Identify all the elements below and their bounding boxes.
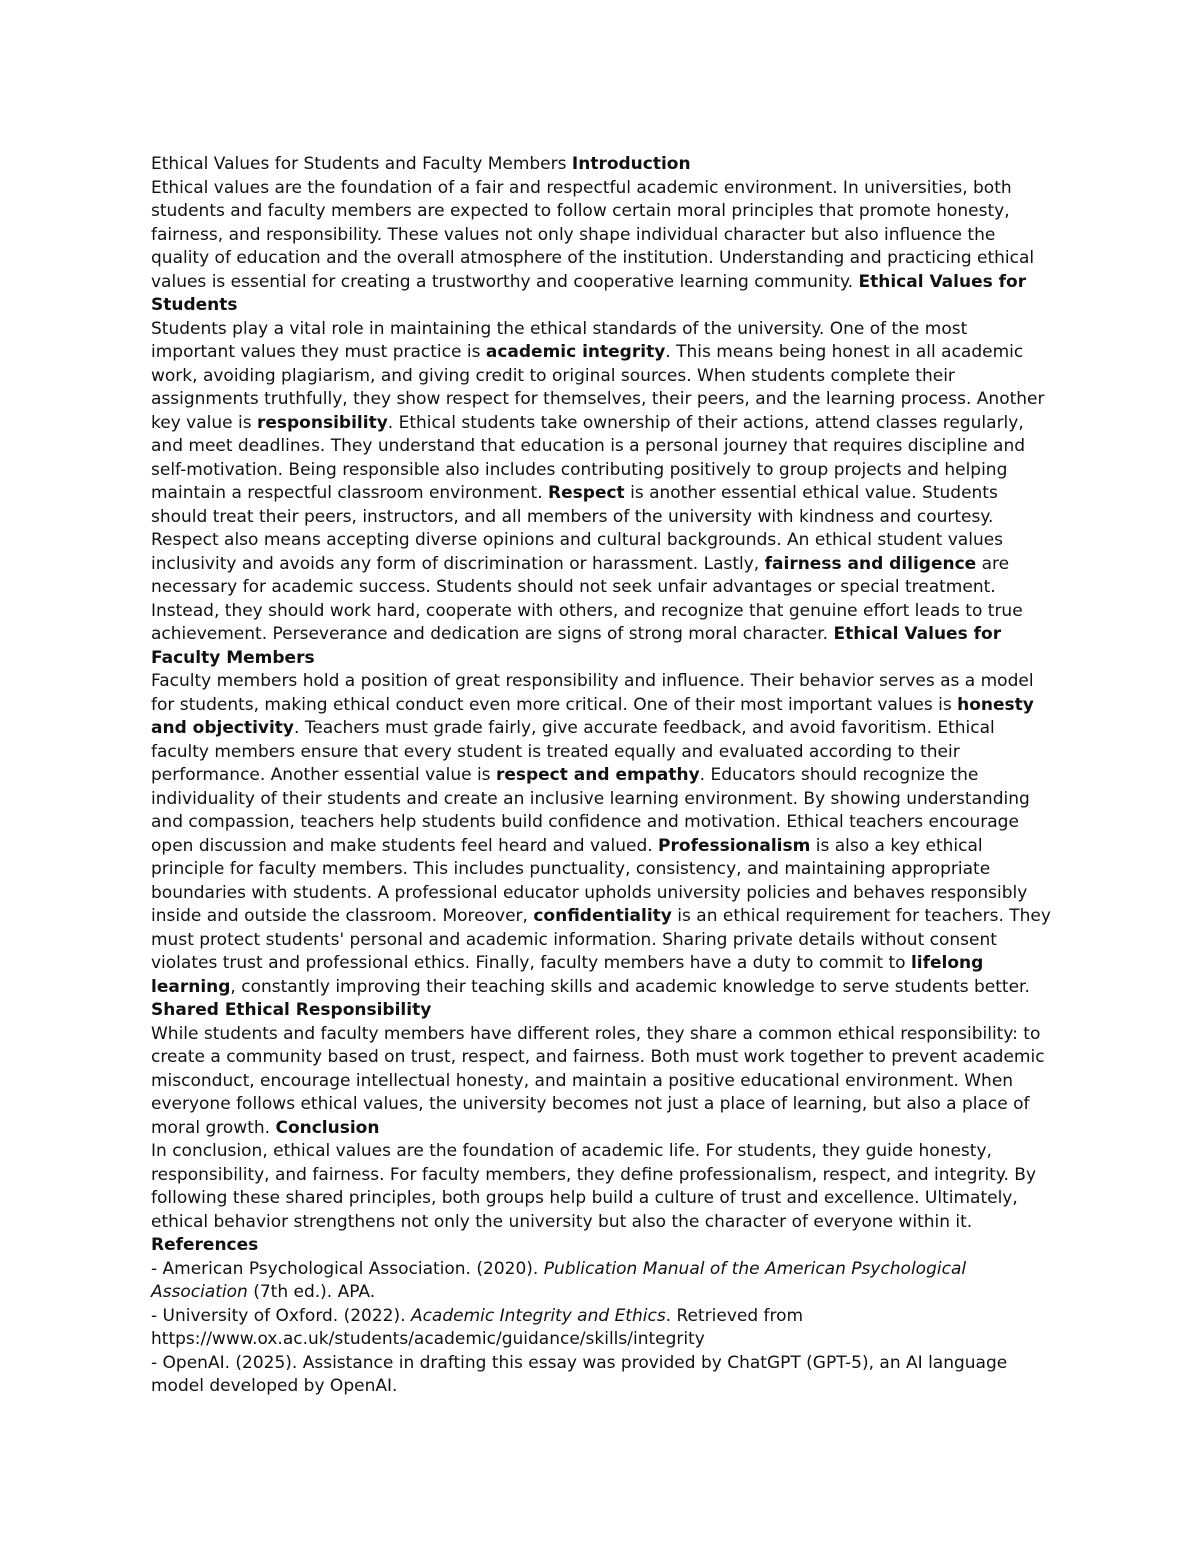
- reference-2-author: - University of Oxford. (2022).: [151, 1305, 411, 1326]
- keyword-lifelong-learning: lifelong learning: [151, 953, 984, 997]
- references-heading-line: [151, 1234, 1051, 1258]
- keyword-respect-empathy: respect and empathy: [495, 765, 700, 785]
- students-text-2: . This means being honest in all academic work, avoiding plagiarism, and giving credit to original sources. When students complete their assignments truthfully, they show respect for themselves, their peers, and the learning process. Another key value is: [151, 342, 1045, 433]
- conclusion-body: [151, 1140, 1051, 1234]
- heading-faculty: Ethical Values for Faculty Members: [151, 624, 1002, 668]
- students-text-4: is another essential ethical value. Students should treat their peers, instructors, and all members of the university with kindness and courtesy. Respect also means accepting diverse opinions and cultural backgrounds. An ethical student values inclusivity and avoids any form of discrimination or harassment. Lastly,: [151, 483, 1004, 574]
- keyword-confidentiality: confidentiality: [533, 906, 672, 926]
- students-text-5: are necessary for academic success. Students should not seek unfair advantages or special treatment. Instead, they should work hard, cooperate with others, and recognize that genuine effort leads to true achievement. Perseverance and dedication are signs of strong moral character.: [151, 553, 1023, 644]
- faculty-paragraph: [151, 318, 1051, 671]
- keyword-professionalism: Professionalism: [658, 835, 811, 856]
- keyword-fairness-diligence: fairness and diligence: [764, 553, 977, 574]
- reference-3-text: - OpenAI. (2025). Assistance in drafting this essay was provided by ChatGPT (GPT-5), an AI language model developed by OpenAI.: [151, 1352, 1008, 1396]
- reference-item: [151, 1352, 1051, 1399]
- intro-text: Ethical values are the foundation of a fair and respectful academic environment. In universities, both students and faculty members are expected to follow certain moral principles that promote honesty, fairness, and responsibility. These values not only shape individual character but also influence the quality of education and the overall atmosphere of the institution. Understanding and practicing ethical values is essential for creating a trustworthy and cooperative learning community.: [151, 177, 1035, 292]
- reference-1-tail: (7th ed.). APA.: [247, 1282, 376, 1302]
- faculty-text-2: . Teachers must grade fairly, give accurate feedback, and avoid favoritism. Ethical faculty members ensure that every student is treated equally and evaluated according to their performance. Another essential value is: [151, 718, 995, 785]
- heading-introduction: Introduction: [571, 154, 691, 174]
- students-text-1: Students play a vital role in maintaining the ethical standards of the university. One of the most important values they must practice is: [151, 318, 968, 362]
- reference-item: [151, 1305, 1051, 1352]
- shared-paragraph: [151, 670, 1051, 1023]
- faculty-text-6: , constantly improving their teaching skills and academic knowledge to serve students better.: [230, 976, 1030, 997]
- document-page: [151, 153, 1051, 1399]
- students-paragraph: [151, 177, 1051, 318]
- faculty-text-4: is also a key ethical principle for faculty members. This includes punctuality, consistency, and maintaining appropriate boundaries with students. A professional educator upholds university policies and behaves responsibly inside and outside the classroom. Moreover,: [151, 835, 1028, 926]
- heading-shared: Shared Ethical Responsibility: [151, 1000, 432, 1020]
- shared-text: While students and faculty members have different roles, they share a common ethical responsibility: to create a community based on trust, respect, and fairness. Both must work together to prevent academic misconduct, encourage intellectual honesty, and maintain a positive educational environment. When everyone follows ethical values, the university becomes not just a place of learning, but also a place of moral growth.: [151, 1023, 1045, 1138]
- faculty-text-1: Faculty members hold a position of great responsibility and influence. Their behavior serves as a model for students, making ethical conduct even more critical. One of their most important values is: [151, 671, 1034, 715]
- heading-conclusion: Conclusion: [275, 1117, 380, 1138]
- faculty-text-3: . Educators should recognize the individuality of their students and create an inclusive learning environment. By showing understanding and compassion, teachers help students build confidence and motivation. Ethical teachers encourage open discussion and make students feel heard and valued.: [151, 765, 1030, 856]
- heading-students: Ethical Values for Students: [151, 271, 1027, 315]
- reference-2-title: Academic Integrity and Ethics: [410, 1305, 666, 1326]
- conclusion-paragraph: [151, 1023, 1051, 1141]
- keyword-responsibility: responsibility: [256, 412, 388, 433]
- reference-2-url[interactable]: https://www.ox.ac.uk/students/academic/guidance/skills/integrity: [151, 1329, 705, 1349]
- conclusion-text: In conclusion, ethical values are the foundation of academic life. For students, they guide honesty, responsibility, and fairness. For faculty members, they define professionalism, respect, and integrity. By following these shared principles, both groups help build a culture of trust and excellence. Ultimately, ethical behavior strengthens not only the university but also the character of everyone within it.: [151, 1141, 1037, 1232]
- students-text-3: . Ethical students take ownership of their actions, attend classes regularly, and meet deadlines. They understand that education is a personal journey that requires discipline and self-motivation. Being responsible also includes contributing positively to group projects and helping maintain a respectful classroom environment.: [151, 412, 1026, 503]
- keyword-honesty-objectivity: honesty and objectivity: [151, 694, 1034, 738]
- reference-1-author: - American Psychological Association. (2020).: [151, 1258, 544, 1279]
- heading-references: References: [151, 1235, 259, 1255]
- intro-paragraph: [151, 153, 1051, 177]
- reference-2-tail: . Retrieved from: [665, 1305, 804, 1326]
- document-title: Ethical Values for Students and Faculty Members: [151, 154, 567, 174]
- keyword-academic-integrity: academic integrity: [485, 342, 666, 362]
- faculty-text-5: is an ethical requirement for teachers. They must protect students' personal and academic information. Sharing private details without consent violates trust and professional ethics. Finally, faculty members have a duty to commit to: [151, 906, 1051, 973]
- reference-1-title: Publication Manual of the American Psychological Association: [151, 1258, 967, 1302]
- keyword-respect: Respect: [548, 483, 625, 503]
- reference-item: [151, 1258, 1051, 1305]
